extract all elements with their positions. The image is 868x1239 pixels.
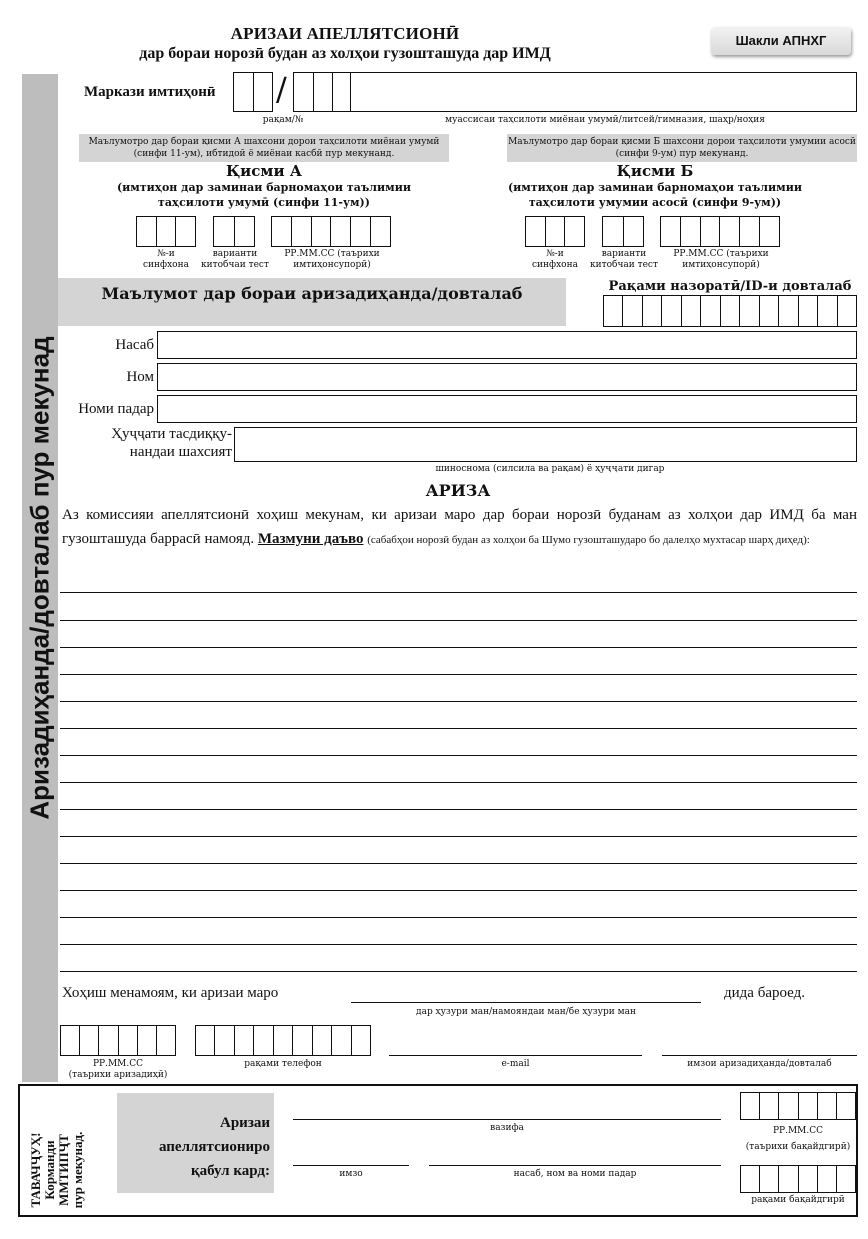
official-position-line[interactable]: [293, 1119, 721, 1120]
id-document-input[interactable]: [234, 427, 857, 462]
registration-number-input[interactable]: [740, 1165, 856, 1193]
official-name-caption: насаб, ном ва номи падар: [513, 1169, 637, 1179]
claim-line[interactable]: [60, 592, 857, 593]
application-date-caption-line2: (таърихи аризадиҳӣ): [68, 1070, 168, 1080]
official-position-caption: вазифа: [490, 1123, 524, 1133]
applicant-signature-line[interactable]: [662, 1055, 857, 1056]
part-a-variant-input[interactable]: [213, 216, 255, 247]
exam-center-code-input-2[interactable]: [293, 72, 333, 112]
claim-line[interactable]: [60, 755, 857, 756]
official-signature-line[interactable]: [293, 1165, 409, 1166]
slash-separator: /: [276, 70, 287, 108]
phone-caption: рақами телефон: [244, 1059, 322, 1069]
claim-line[interactable]: [60, 944, 857, 945]
patronymic-label: Номи падар: [78, 401, 154, 417]
part-a-variant-caption: варианти китобчаи тест: [201, 249, 269, 270]
exam-center-institution-caption: муассисаи таҳсилоти миёнаи умумӣ/литсей/гимназия, шаҳр/ноҳия: [445, 115, 765, 125]
official-side-line3: ММТИПҶТ: [56, 1134, 71, 1206]
application-body: Аз комиссияи апеллятсионӣ хоҳиш мекунам, ки аризаи маро дар бораи норозӣ буданам аз холҳои дар ИМД ба ман гузошташуда баррасӣ намояд.: [62, 507, 857, 547]
part-b-description: (имтиҳон дар заминаи барномаҳои таълимии таҳсилоти умумии асосӣ (синфи 9-ум)): [507, 181, 803, 209]
part-a-room-caption: №-и синфхона: [143, 249, 189, 270]
part-b-room-input[interactable]: [525, 216, 585, 247]
claim-line[interactable]: [60, 701, 857, 702]
part-a-date-input[interactable]: [271, 216, 391, 247]
official-name-line[interactable]: [429, 1165, 721, 1166]
accepted-line1: Аризаи: [220, 1115, 270, 1131]
official-side-line1: ТАВАЧҶУҲ!: [28, 1132, 43, 1208]
accepted-text: [159, 1111, 270, 1183]
part-b-date-input[interactable]: [660, 216, 780, 247]
claim-line[interactable]: [60, 728, 857, 729]
official-side-line2: Корманди: [42, 1140, 57, 1200]
claim-line[interactable]: [60, 782, 857, 783]
official-side-line4: пур мекунад.: [70, 1131, 85, 1209]
id-document-label: [60, 425, 232, 461]
page-subtitle: дар бораи норозӣ будан аз холҳои гузошташуда дар ИМД: [139, 45, 551, 62]
id-document-caption: шиноснома (силсила ва рақам) ё ҳуҷҷати дигар: [435, 464, 665, 474]
part-b-note: Маълумотро дар бораи қисми Б шахсони дорои таҳсилоти умумии асосӣ (синфи 9-ум) пур мекунанд.: [507, 134, 857, 162]
part-b-variant-caption: варианти китобчаи тест: [590, 249, 658, 270]
phone-input[interactable]: [195, 1025, 371, 1056]
form-code-badge: Шакли АПНХГ: [711, 27, 851, 55]
patronymic-input[interactable]: [157, 395, 857, 423]
claim-line[interactable]: [60, 836, 857, 837]
request-prefix: Хоҳиш менамоям, ки аризаи маро: [62, 985, 279, 1001]
part-a-note: Маълумотро дар бораи қисми А шахсони дорои таҳсилоти миёнаи умумӣ (синфи 11-ум), ибтидоӣ ё миёнаи касбӣ пур мекунанд.: [79, 134, 449, 162]
registration-number-caption: рақами бақайдгирӣ: [751, 1195, 845, 1205]
sidebar-label: Аризадиҳанда/довталаб пур мекунад: [24, 336, 55, 820]
sidebar-band: [22, 74, 58, 1082]
claim-line[interactable]: [60, 971, 857, 972]
id-document-label-line1: Ҳуҷҷати тасдиққу-: [111, 426, 232, 442]
application-text: [62, 503, 857, 552]
exam-center-code-input-1[interactable]: [233, 72, 273, 112]
email-input[interactable]: [389, 1055, 642, 1056]
claim-line[interactable]: [60, 620, 857, 621]
registration-date-input[interactable]: [740, 1092, 856, 1120]
part-a-title: Қисми А: [225, 162, 303, 180]
part-b-variant-input[interactable]: [602, 216, 644, 247]
claim-content-hint: (сабабҳои норозӣ будан аз холҳои ба Шумо гузошташударо бо далелҳо мухтасар шарҳ диҳед):: [367, 534, 810, 546]
accepted-band: [117, 1093, 274, 1193]
registration-date-caption-line1: РР.ММ.СС: [772, 1126, 824, 1136]
applicant-id-input[interactable]: [603, 295, 857, 327]
exam-center-number-caption: рақам/№: [262, 115, 304, 125]
request-mode-line[interactable]: [351, 1002, 701, 1003]
application-date-input[interactable]: [60, 1025, 176, 1056]
application-date-caption: [60, 1059, 176, 1081]
request-mode-caption: дар ҳузури ман/намояндаи ман/бе ҳузури ман: [416, 1007, 636, 1017]
applicant-id-label: Рақами назоратӣ/ID-и довталаб: [608, 279, 852, 294]
part-a-description: (имтиҳон дар заминаи барномаҳои таълимии таҳсилоти умумӣ (синфи 11-ум)): [116, 181, 412, 209]
part-b-room-caption: №-и синфхона: [532, 249, 578, 270]
part-a-heading: [114, 162, 414, 210]
official-side-text: [29, 1105, 85, 1235]
registration-date-caption-line2: (таърихи бақайдгирӣ): [745, 1142, 851, 1152]
email-caption: e-mail: [501, 1059, 530, 1069]
claim-line[interactable]: [60, 890, 857, 891]
surname-label: Насаб: [115, 337, 154, 353]
exam-center-code-input-3[interactable]: [333, 72, 351, 112]
exam-center-label: Маркази имтиҳонӣ: [84, 84, 216, 100]
name-label: Ном: [126, 369, 154, 385]
surname-input[interactable]: [157, 331, 857, 359]
part-a-date-caption: РР.ММ.СС (таърихи имтиҳонсупорӣ): [284, 249, 380, 270]
applicant-section-band: [58, 278, 566, 326]
exam-center-institution-input[interactable]: [350, 72, 857, 112]
claim-line[interactable]: [60, 809, 857, 810]
claim-line[interactable]: [60, 674, 857, 675]
registration-date-caption: [740, 1123, 856, 1155]
name-input[interactable]: [157, 363, 857, 391]
page-title: АРИЗАИ АПЕЛЛЯТСИОНӢ: [230, 24, 460, 43]
part-b-title: Қисми Б: [616, 162, 694, 180]
official-signature-caption: имзо: [339, 1169, 363, 1179]
accepted-line2: апеллятсиониро: [158, 1139, 270, 1155]
claim-content-label: Мазмуни даъво: [257, 531, 364, 547]
claim-line[interactable]: [60, 863, 857, 864]
part-a-room-input[interactable]: [136, 216, 196, 247]
part-b-heading: [505, 162, 805, 210]
official-side-note: [18, 1084, 98, 1217]
application-title: АРИЗА: [425, 481, 491, 500]
application-date-caption-line1: РР.ММ.СС: [92, 1059, 144, 1069]
claim-line[interactable]: [60, 917, 857, 918]
request-suffix: дида бароед.: [724, 985, 806, 1001]
applicant-signature-caption: имзои аризадиҳанда/довталаб: [687, 1059, 832, 1069]
accepted-line3: қабул кард:: [190, 1163, 270, 1179]
claim-line[interactable]: [60, 647, 857, 648]
part-b-date-caption: РР.ММ.СС (таърихи имтиҳонсупорӣ): [673, 249, 769, 270]
id-document-label-line2: нандаи шахсият: [129, 444, 232, 460]
applicant-section-title: Маълумот дар бораи аризадиҳанда/довталаб: [101, 284, 523, 303]
